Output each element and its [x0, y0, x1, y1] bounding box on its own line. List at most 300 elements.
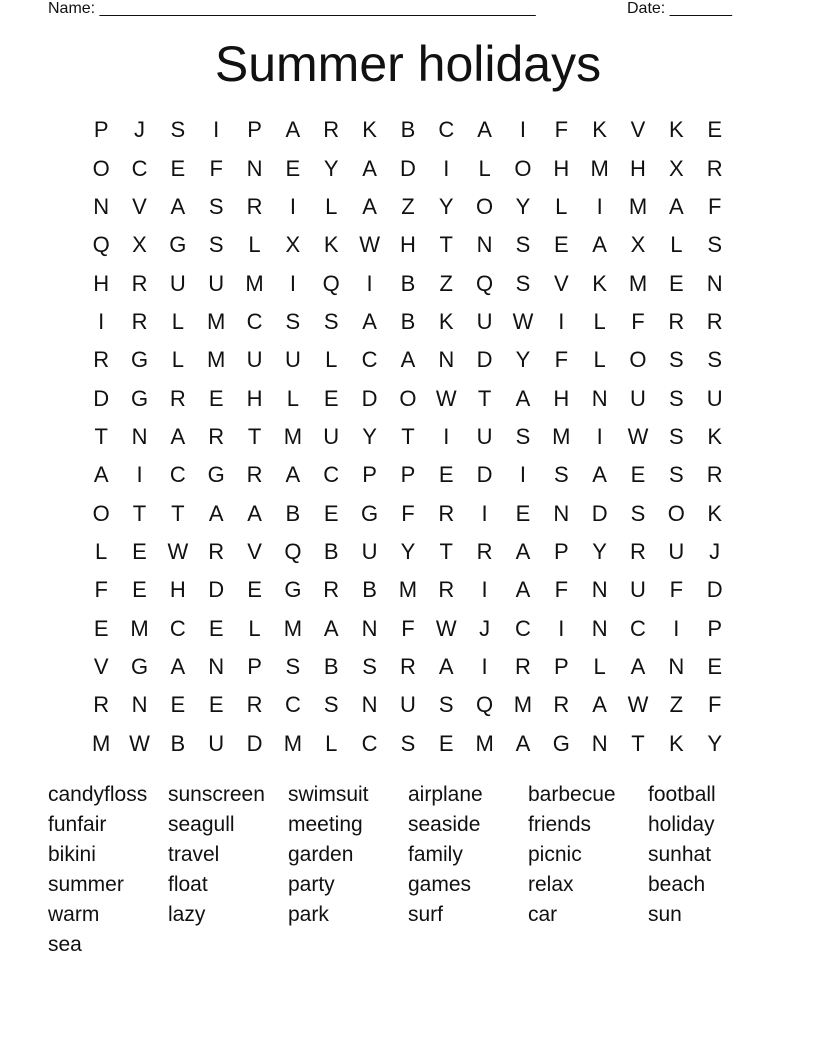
- word-list-item: sea: [48, 933, 82, 956]
- grid-letter[interactable]: I: [481, 577, 488, 603]
- grid-letter[interactable]: L: [286, 385, 300, 411]
- grid-letter[interactable]: S: [323, 692, 339, 718]
- grid-letter[interactable]: C: [361, 730, 378, 756]
- grid-letter[interactable]: R: [131, 308, 148, 334]
- grid-letter[interactable]: G: [130, 347, 149, 373]
- grid-letter[interactable]: E: [208, 692, 224, 718]
- grid-letter[interactable]: A: [362, 193, 377, 219]
- grid-letter[interactable]: C: [323, 462, 340, 488]
- grid-letter[interactable]: M: [130, 615, 149, 641]
- grid-letter[interactable]: W: [512, 308, 534, 334]
- grid-letter[interactable]: G: [552, 730, 570, 756]
- grid-letter[interactable]: M: [628, 270, 648, 296]
- grid-letter[interactable]: P: [362, 462, 377, 488]
- grid-letter[interactable]: N: [476, 232, 493, 258]
- grid-letter[interactable]: T: [477, 385, 492, 411]
- grid-letter[interactable]: A: [285, 462, 301, 488]
- grid-letter[interactable]: W: [627, 423, 649, 449]
- grid-letter[interactable]: A: [515, 730, 531, 756]
- grid-letter[interactable]: C: [131, 155, 148, 181]
- grid-letter[interactable]: K: [668, 117, 684, 143]
- grid-letter[interactable]: E: [247, 577, 262, 603]
- grid-letter[interactable]: X: [668, 155, 684, 181]
- grid-letter[interactable]: P: [553, 538, 569, 564]
- grid-letter[interactable]: U: [208, 270, 225, 296]
- grid-letter[interactable]: A: [515, 385, 531, 411]
- grid-letter[interactable]: V: [630, 117, 646, 143]
- grid-letter[interactable]: C: [361, 347, 378, 373]
- grid-letter[interactable]: Y: [362, 423, 377, 449]
- name-field[interactable]: Name: _________________________________________________: [48, 0, 536, 17]
- grid-letter[interactable]: C: [438, 117, 455, 143]
- grid-letter[interactable]: Z: [669, 692, 684, 718]
- grid-letter[interactable]: M: [552, 423, 571, 449]
- grid-letter[interactable]: U: [630, 577, 646, 603]
- grid-letter[interactable]: K: [592, 117, 607, 143]
- grid-letter[interactable]: A: [208, 500, 224, 526]
- grid-letter[interactable]: N: [131, 423, 148, 449]
- grid-letter[interactable]: S: [208, 232, 224, 258]
- grid-letter[interactable]: U: [706, 385, 723, 411]
- grid-letter[interactable]: A: [668, 193, 684, 219]
- grid-letter[interactable]: G: [361, 500, 379, 526]
- grid-letter[interactable]: D: [246, 730, 263, 756]
- grid-letter[interactable]: N: [591, 615, 608, 641]
- grid-letter[interactable]: D: [591, 500, 608, 526]
- grid-letter[interactable]: R: [246, 692, 263, 718]
- grid-letter[interactable]: W: [167, 538, 189, 564]
- grid-letter[interactable]: M: [628, 193, 648, 219]
- grid-letter[interactable]: P: [553, 653, 569, 679]
- grid-letter[interactable]: N: [668, 653, 685, 679]
- grid-letter[interactable]: T: [631, 730, 645, 756]
- word-list-item: airplane: [408, 783, 483, 806]
- grid-letter[interactable]: R: [438, 577, 455, 603]
- grid-letter[interactable]: P: [93, 117, 109, 143]
- grid-letter[interactable]: E: [668, 270, 684, 296]
- grid-letter[interactable]: F: [554, 577, 569, 603]
- grid-letter[interactable]: E: [707, 117, 723, 143]
- grid-letter[interactable]: T: [247, 423, 262, 449]
- grid-letter[interactable]: S: [285, 308, 301, 334]
- grid-letter[interactable]: A: [170, 653, 186, 679]
- grid-letter[interactable]: U: [476, 423, 493, 449]
- grid-letter[interactable]: O: [92, 155, 110, 181]
- grid-letter[interactable]: N: [553, 500, 570, 526]
- grid-letter[interactable]: V: [553, 270, 569, 296]
- grid-letter[interactable]: E: [553, 232, 569, 258]
- grid-letter[interactable]: K: [707, 423, 723, 449]
- grid-letter[interactable]: L: [325, 193, 338, 219]
- grid-letter[interactable]: I: [366, 270, 373, 296]
- grid-letter[interactable]: W: [435, 385, 457, 411]
- grid-letter[interactable]: M: [475, 730, 494, 756]
- grid-letter[interactable]: V: [132, 193, 147, 219]
- grid-letter[interactable]: U: [630, 385, 646, 411]
- grid-letter[interactable]: Y: [323, 155, 339, 181]
- grid-letter[interactable]: D: [399, 155, 416, 181]
- grid-letter[interactable]: M: [207, 347, 226, 373]
- grid-letter[interactable]: B: [170, 730, 186, 756]
- grid-letter[interactable]: R: [438, 500, 455, 526]
- page-title: Summer holidays: [214, 36, 602, 92]
- grid-letter[interactable]: D: [476, 462, 493, 488]
- grid-letter[interactable]: L: [171, 347, 184, 373]
- grid-letter[interactable]: D: [706, 577, 723, 603]
- grid-letter[interactable]: S: [208, 193, 224, 219]
- grid-letter[interactable]: S: [707, 347, 723, 373]
- grid-letter[interactable]: R: [706, 155, 723, 181]
- grid-letter[interactable]: M: [207, 308, 226, 334]
- grid-letter[interactable]: S: [285, 653, 301, 679]
- grid-letter[interactable]: L: [325, 730, 338, 756]
- grid-letter[interactable]: O: [629, 347, 647, 373]
- grid-letter[interactable]: R: [208, 538, 225, 564]
- grid-letter[interactable]: Y: [515, 347, 531, 373]
- grid-letter[interactable]: H: [169, 577, 186, 603]
- grid-letter[interactable]: S: [438, 692, 454, 718]
- grid-letter[interactable]: I: [596, 193, 603, 219]
- grid-letter[interactable]: A: [630, 653, 646, 679]
- grid-letter[interactable]: U: [668, 538, 685, 564]
- grid-letter[interactable]: S: [515, 232, 531, 258]
- grid-letter[interactable]: A: [477, 117, 492, 143]
- grid-letter[interactable]: I: [558, 615, 565, 641]
- grid-letter[interactable]: H: [553, 385, 570, 411]
- grid-letter[interactable]: F: [401, 500, 415, 526]
- grid-letter[interactable]: M: [92, 730, 111, 756]
- grid-letter[interactable]: R: [399, 653, 416, 679]
- grid-letter[interactable]: G: [130, 653, 149, 679]
- grid-letter[interactable]: F: [94, 577, 108, 603]
- grid-letter[interactable]: R: [476, 538, 493, 564]
- grid-letter[interactable]: H: [630, 155, 646, 181]
- grid-letter[interactable]: I: [443, 423, 450, 449]
- grid-letter[interactable]: U: [361, 538, 378, 564]
- grid-letter[interactable]: N: [591, 385, 608, 411]
- grid-letter[interactable]: E: [170, 155, 186, 181]
- grid-letter[interactable]: I: [673, 615, 680, 641]
- grid-letter[interactable]: P: [247, 117, 262, 143]
- grid-letter[interactable]: O: [476, 193, 494, 219]
- grid-letter[interactable]: A: [285, 117, 301, 143]
- grid-letter[interactable]: J: [709, 538, 721, 564]
- grid-letter[interactable]: M: [398, 577, 418, 603]
- grid-letter[interactable]: A: [515, 577, 531, 603]
- grid-letter[interactable]: R: [706, 308, 723, 334]
- grid-letter[interactable]: L: [478, 155, 491, 181]
- grid-letter[interactable]: L: [593, 653, 606, 679]
- grid-letter[interactable]: R: [323, 117, 340, 143]
- grid-letter[interactable]: I: [289, 270, 296, 296]
- grid-letter[interactable]: F: [554, 117, 569, 143]
- grid-letter[interactable]: W: [359, 232, 380, 258]
- grid-letter[interactable]: U: [169, 270, 186, 296]
- grid-letter[interactable]: M: [283, 730, 303, 756]
- grid-letter[interactable]: D: [93, 385, 110, 411]
- grid-letter[interactable]: S: [668, 347, 684, 373]
- grid-letter[interactable]: M: [245, 270, 264, 296]
- grid-letter[interactable]: R: [169, 385, 186, 411]
- grid-letter[interactable]: Q: [476, 692, 494, 718]
- grid-letter[interactable]: J: [134, 117, 146, 143]
- header-line: [48, 0, 748, 20]
- grid-letter[interactable]: I: [213, 117, 220, 143]
- grid-letter[interactable]: Y: [707, 730, 723, 756]
- grid-letter[interactable]: F: [669, 577, 684, 603]
- grid-letter[interactable]: A: [400, 347, 416, 373]
- grid-letter[interactable]: S: [707, 232, 723, 258]
- grid-letter[interactable]: R: [323, 577, 340, 603]
- grid-letter[interactable]: K: [438, 308, 454, 334]
- grid-letter[interactable]: A: [247, 500, 262, 526]
- grid-letter[interactable]: P: [247, 653, 262, 679]
- grid-letter[interactable]: C: [246, 308, 263, 334]
- word-list-item: relax: [528, 873, 574, 896]
- grid-letter[interactable]: B: [285, 500, 301, 526]
- grid-letter[interactable]: B: [323, 538, 339, 564]
- grid-letter[interactable]: A: [592, 232, 607, 258]
- grid-letter[interactable]: T: [439, 232, 453, 258]
- grid-letter[interactable]: E: [515, 500, 531, 526]
- grid-letter[interactable]: F: [631, 308, 645, 334]
- grid-letter[interactable]: B: [362, 577, 377, 603]
- grid-letter[interactable]: E: [132, 577, 147, 603]
- grid-letter[interactable]: O: [514, 155, 532, 181]
- grid-letter[interactable]: A: [170, 193, 186, 219]
- grid-letter[interactable]: O: [667, 500, 685, 526]
- grid-letter[interactable]: S: [668, 462, 684, 488]
- grid-letter[interactable]: N: [93, 193, 110, 219]
- grid-letter[interactable]: U: [399, 692, 416, 718]
- grid-letter[interactable]: N: [131, 692, 148, 718]
- grid-letter[interactable]: Z: [401, 193, 415, 219]
- grid-letter[interactable]: G: [284, 577, 302, 603]
- grid-letter[interactable]: S: [170, 117, 186, 143]
- grid-letter[interactable]: E: [170, 692, 186, 718]
- grid-letter[interactable]: I: [481, 500, 488, 526]
- grid-letter[interactable]: N: [591, 730, 608, 756]
- grid-letter[interactable]: C: [169, 462, 186, 488]
- grid-letter[interactable]: F: [707, 692, 722, 718]
- grid-letter[interactable]: A: [170, 423, 186, 449]
- grid-letter[interactable]: K: [668, 730, 684, 756]
- grid-letter[interactable]: D: [208, 577, 225, 603]
- grid-letter[interactable]: T: [132, 500, 147, 526]
- grid-letter[interactable]: I: [443, 155, 450, 181]
- word-list-item: sun: [648, 903, 682, 926]
- grid-letter[interactable]: A: [592, 692, 607, 718]
- grid-letter[interactable]: U: [246, 347, 263, 373]
- grid-letter[interactable]: V: [93, 653, 109, 679]
- grid-letter[interactable]: G: [130, 385, 149, 411]
- grid-letter[interactable]: U: [323, 423, 340, 449]
- grid-letter[interactable]: B: [400, 270, 416, 296]
- grid-letter[interactable]: F: [707, 193, 722, 219]
- grid-letter[interactable]: K: [362, 117, 377, 143]
- grid-letter[interactable]: Q: [92, 232, 110, 258]
- grid-letter[interactable]: S: [515, 423, 531, 449]
- grid-letter[interactable]: N: [706, 270, 723, 296]
- grid-letter[interactable]: T: [94, 423, 108, 449]
- grid-letter[interactable]: L: [593, 308, 606, 334]
- grid-letter[interactable]: E: [438, 730, 454, 756]
- grid-letter[interactable]: N: [361, 615, 378, 641]
- grid-letter[interactable]: E: [132, 538, 147, 564]
- grid-letter[interactable]: K: [592, 270, 607, 296]
- grid-letter[interactable]: T: [401, 423, 415, 449]
- grid-letter[interactable]: L: [248, 232, 261, 258]
- grid-letter[interactable]: D: [476, 347, 493, 373]
- grid-letter[interactable]: C: [169, 615, 186, 641]
- grid-letter[interactable]: R: [706, 462, 723, 488]
- grid-letter[interactable]: R: [93, 347, 110, 373]
- grid-letter[interactable]: L: [325, 347, 338, 373]
- grid-letter[interactable]: L: [555, 193, 568, 219]
- grid-letter[interactable]: O: [399, 385, 417, 411]
- grid-letter[interactable]: S: [630, 500, 646, 526]
- grid-letter[interactable]: W: [435, 615, 457, 641]
- grid-letter[interactable]: A: [362, 155, 377, 181]
- grid-letter[interactable]: N: [361, 692, 378, 718]
- grid-letter[interactable]: E: [323, 500, 339, 526]
- grid-letter[interactable]: Q: [322, 270, 340, 296]
- grid-letter[interactable]: U: [284, 347, 301, 373]
- word-list-item: beach: [648, 873, 706, 896]
- grid-letter[interactable]: U: [476, 308, 493, 334]
- grid-letter[interactable]: M: [590, 155, 609, 181]
- grid-letter[interactable]: L: [248, 615, 261, 641]
- grid-letter[interactable]: I: [596, 423, 603, 449]
- grid-letter[interactable]: R: [553, 692, 570, 718]
- grid-letter[interactable]: H: [93, 270, 110, 296]
- grid-letter[interactable]: S: [553, 462, 569, 488]
- grid-letter[interactable]: Q: [476, 270, 494, 296]
- grid-letter[interactable]: N: [246, 155, 263, 181]
- grid-letter[interactable]: W: [129, 730, 150, 756]
- word-list-item: park: [288, 903, 329, 926]
- grid-letter[interactable]: E: [438, 462, 454, 488]
- grid-letter[interactable]: H: [399, 232, 416, 258]
- grid-letter[interactable]: N: [591, 577, 608, 603]
- grid-letter[interactable]: L: [593, 347, 606, 373]
- grid-letter[interactable]: C: [515, 615, 531, 641]
- grid-letter[interactable]: O: [92, 500, 110, 526]
- grid-letter[interactable]: E: [208, 615, 224, 641]
- grid-letter[interactable]: X: [285, 232, 301, 258]
- grid-letter[interactable]: I: [519, 462, 527, 488]
- date-field[interactable]: Date: _______: [627, 0, 732, 17]
- grid-letter[interactable]: X: [630, 232, 646, 258]
- grid-letter[interactable]: E: [208, 385, 224, 411]
- grid-letter[interactable]: W: [627, 692, 649, 718]
- grid-letter[interactable]: K: [323, 232, 339, 258]
- grid-letter[interactable]: I: [519, 117, 527, 143]
- grid-letter[interactable]: Y: [438, 193, 454, 219]
- grid-letter[interactable]: R: [208, 423, 225, 449]
- grid-letter[interactable]: A: [438, 653, 454, 679]
- grid-letter[interactable]: L: [95, 538, 108, 564]
- grid-letter[interactable]: I: [481, 653, 488, 679]
- grid-letter[interactable]: R: [630, 538, 646, 564]
- grid-letter[interactable]: F: [554, 347, 569, 373]
- grid-letter[interactable]: Y: [400, 538, 416, 564]
- grid-letter[interactable]: E: [323, 385, 339, 411]
- grid-letter[interactable]: S: [400, 730, 416, 756]
- grid-letter[interactable]: R: [246, 462, 263, 488]
- grid-letter[interactable]: R: [246, 193, 263, 219]
- grid-letter[interactable]: F: [209, 155, 223, 181]
- grid-letter[interactable]: A: [592, 462, 607, 488]
- grid-letter[interactable]: A: [93, 462, 109, 488]
- grid-letter[interactable]: K: [707, 500, 723, 526]
- grid-letter[interactable]: V: [247, 538, 262, 564]
- grid-letter[interactable]: Z: [439, 270, 453, 296]
- grid-letter[interactable]: H: [553, 155, 570, 181]
- grid-letter[interactable]: A: [362, 308, 377, 334]
- grid-letter[interactable]: A: [515, 538, 531, 564]
- grid-letter[interactable]: G: [169, 232, 187, 258]
- word-search-grid[interactable]: [82, 111, 734, 763]
- grid-letter[interactable]: N: [438, 347, 455, 373]
- grid-letter[interactable]: E: [93, 615, 109, 641]
- grid-letter[interactable]: E: [285, 155, 301, 181]
- grid-letter[interactable]: E: [707, 653, 723, 679]
- grid-letter[interactable]: S: [668, 423, 684, 449]
- grid-letter[interactable]: C: [630, 615, 646, 641]
- grid-letter[interactable]: L: [171, 308, 184, 334]
- grid-letter[interactable]: I: [289, 193, 296, 219]
- grid-letter[interactable]: J: [479, 615, 491, 641]
- grid-letter[interactable]: Q: [284, 538, 302, 564]
- grid-letter[interactable]: S: [323, 308, 339, 334]
- grid-letter[interactable]: B: [323, 653, 339, 679]
- grid-letter[interactable]: S: [515, 270, 531, 296]
- grid-letter[interactable]: Y: [515, 193, 531, 219]
- grid-letter[interactable]: R: [93, 692, 110, 718]
- grid-letter[interactable]: H: [246, 385, 263, 411]
- grid-letter[interactable]: B: [400, 308, 416, 334]
- grid-letter[interactable]: R: [131, 270, 148, 296]
- grid-letter[interactable]: I: [98, 308, 105, 334]
- grid-letter[interactable]: M: [283, 423, 303, 449]
- grid-letter[interactable]: L: [670, 232, 683, 258]
- grid-letter[interactable]: D: [361, 385, 378, 411]
- grid-letter[interactable]: C: [284, 692, 301, 718]
- grid-letter[interactable]: M: [513, 692, 533, 718]
- grid-letter[interactable]: P: [400, 462, 416, 488]
- grid-letter[interactable]: M: [283, 615, 303, 641]
- grid-letter[interactable]: B: [400, 117, 416, 143]
- grid-letter[interactable]: F: [401, 615, 415, 641]
- grid-letter[interactable]: R: [515, 653, 531, 679]
- grid-letter[interactable]: I: [136, 462, 143, 488]
- grid-letter[interactable]: G: [207, 462, 225, 488]
- grid-letter[interactable]: T: [439, 538, 453, 564]
- grid-letter[interactable]: X: [132, 232, 147, 258]
- grid-letter[interactable]: P: [707, 615, 723, 641]
- grid-letter[interactable]: Y: [592, 538, 607, 564]
- grid-letter[interactable]: T: [171, 500, 185, 526]
- grid-letter[interactable]: S: [668, 385, 684, 411]
- grid-letter[interactable]: E: [630, 462, 646, 488]
- grid-letter[interactable]: A: [323, 615, 339, 641]
- grid-letter[interactable]: N: [208, 653, 225, 679]
- grid-letter[interactable]: R: [668, 308, 685, 334]
- grid-letter[interactable]: U: [208, 730, 225, 756]
- grid-letter[interactable]: I: [558, 308, 565, 334]
- grid-letter[interactable]: S: [362, 653, 377, 679]
